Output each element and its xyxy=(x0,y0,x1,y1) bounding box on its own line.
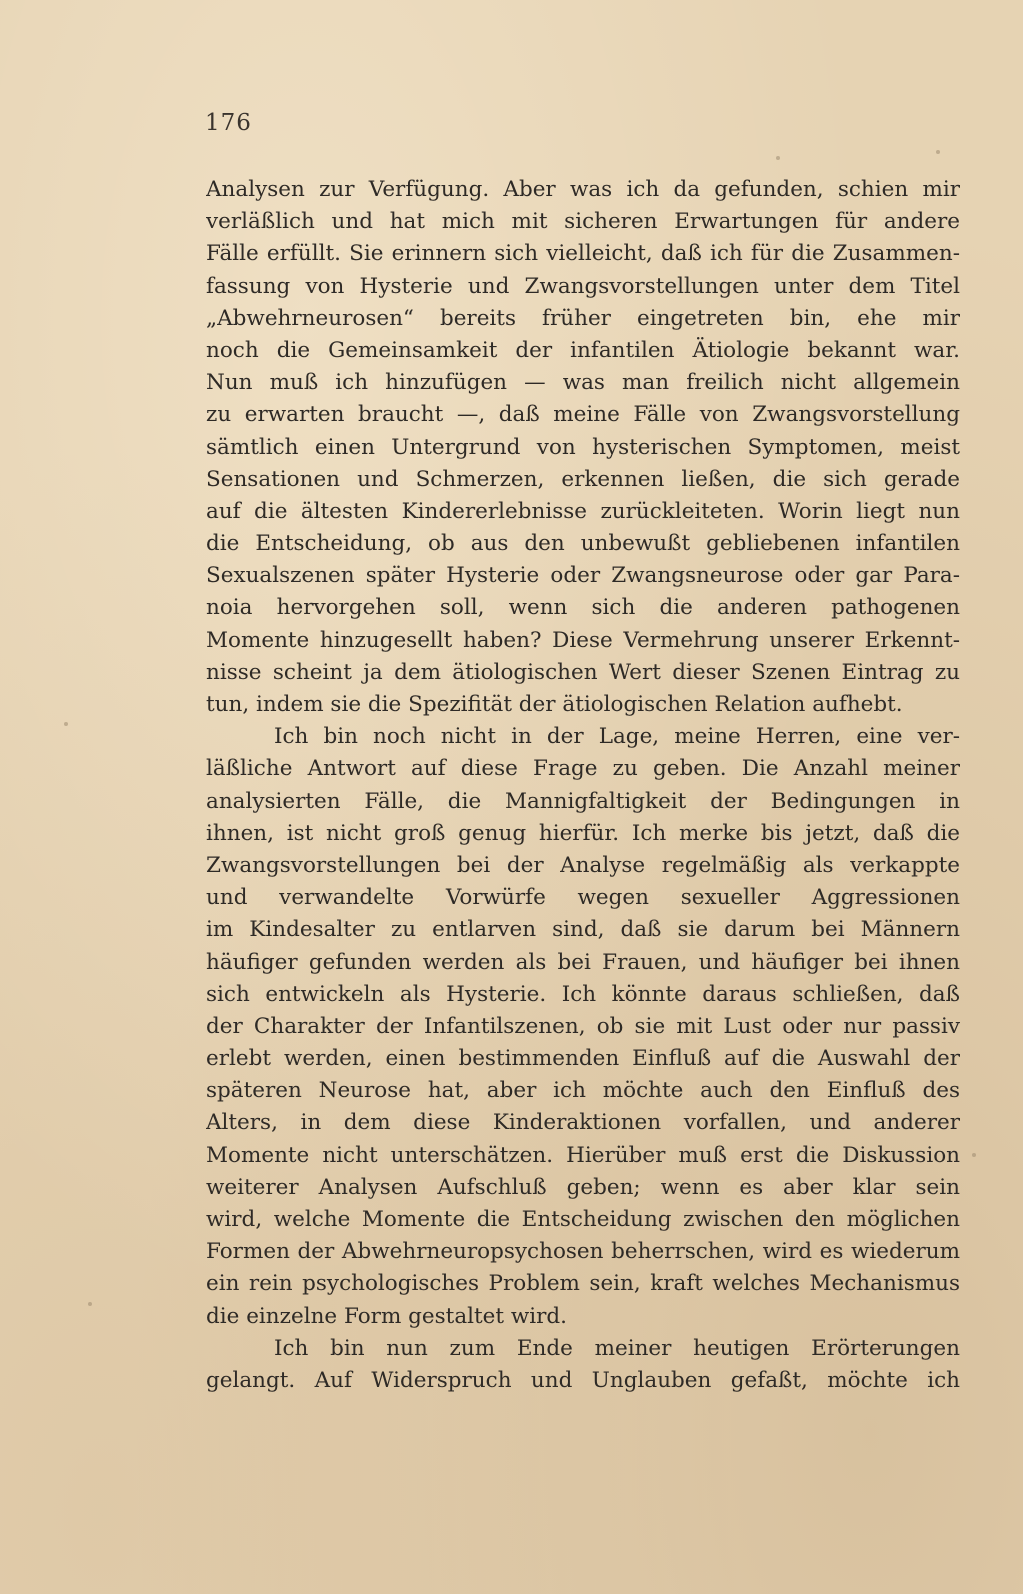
text-line: erlebt werden, einen bestimmenden Einfluß auf die Auswahl der xyxy=(206,1046,960,1072)
text-line: läßliche Antwort auf diese Frage zu geben. Die Anzahl meiner xyxy=(206,756,960,782)
paper-speck xyxy=(88,1302,92,1306)
text-line: Fälle erfüllt. Sie erinnern sich vielleicht, daß ich für die Zusammen- xyxy=(206,241,960,267)
text-line: Nun muß ich hinzufügen — was man freilich nicht allgemein xyxy=(206,370,960,396)
paper-speck xyxy=(64,722,68,726)
text-line: ihnen, ist nicht groß genug hierfür. Ich merke bis jetzt, daß die xyxy=(206,820,960,846)
text-line: nisse scheint ja dem ätiologischen Wert dieser Szenen Eintrag zu xyxy=(206,659,960,685)
text-line: sämtlich einen Untergrund von hysterischen Symptomen, meist xyxy=(206,434,960,460)
text-line: die einzelne Form gestaltet wird. xyxy=(206,1303,568,1329)
text-line: „Abwehrneurosen“ bereits früher eingetreten bin, ehe mir xyxy=(206,305,960,331)
paper-speck xyxy=(776,156,780,160)
paper-speck xyxy=(972,1153,976,1157)
text-line: zu erwarten braucht —, daß meine Fälle von Zwangsvorstellung xyxy=(206,402,960,428)
text-line: analysierten Fälle, die Mannigfaltigkeit der Bedingungen in xyxy=(206,788,960,814)
text-line: späteren Neurose hat, aber ich möchte auch den Einfluß des xyxy=(206,1078,960,1104)
text-line: die Entscheidung, ob aus den unbewußt gebliebenen infantilen xyxy=(206,531,960,557)
text-line: tun, indem sie die Spezifität der ätiologischen Relation aufhebt. xyxy=(206,692,903,717)
body-text xyxy=(206,174,960,1397)
text-line: gelangt. Auf Widerspruch und Unglauben gefaßt, möchte ich xyxy=(206,1367,960,1393)
text-line: noch die Gemeinsamkeit der infantilen Ätiologie bekannt war. xyxy=(206,337,960,363)
text-line: verläßlich und hat mich mit sicheren Erwartungen für andere xyxy=(206,209,960,235)
text-line: auf die ältesten Kindererlebnisse zurückleiteten. Worin liegt nun xyxy=(206,498,960,524)
text-line: wird, welche Momente die Entscheidung zwischen den möglichen xyxy=(206,1207,960,1232)
page-number: 176 xyxy=(205,110,252,136)
text-line: Momente hinzugesellt haben? Diese Vermehrung unserer Erkennt- xyxy=(206,627,960,653)
text-line: Ich bin nun zum Ende meiner heutigen Erörterungen xyxy=(274,1335,960,1361)
text-line: Analysen zur Verfügung. Aber was ich da gefunden, schien mir xyxy=(206,177,960,202)
text-line: fassung von Hysterie und Zwangsvorstellungen unter dem Titel xyxy=(206,273,960,299)
text-line: noia hervorgehen soll, wenn sich die anderen pathogenen xyxy=(206,595,960,621)
text-line: im Kindesalter zu entlarven sind, daß sie darum bei Männern xyxy=(206,917,960,943)
text-line: Sensationen und Schmerzen, erkennen ließen, die sich gerade xyxy=(206,466,960,492)
text-line: weiterer Analysen Aufschluß geben; wenn es aber klar sein xyxy=(206,1174,960,1200)
text-line: Alters, in dem diese Kinderaktionen vorfallen, und anderer xyxy=(206,1110,960,1136)
text-line: Formen der Abwehrneuropsychosen beherrschen, wird es wiederum xyxy=(206,1239,960,1265)
text-line: Sexualszenen später Hysterie oder Zwangsneurose oder gar Para- xyxy=(206,563,960,589)
text-line: häufiger gefunden werden als bei Frauen, und häufiger bei ihnen xyxy=(206,949,960,975)
text-line: der Charakter der Infantilszenen, ob sie mit Lust oder nur passiv xyxy=(206,1013,960,1039)
text-line: sich entwickeln als Hysterie. Ich könnte daraus schließen, daß xyxy=(206,981,960,1007)
text-line: und verwandelte Vorwürfe wegen sexueller Aggressionen xyxy=(206,885,960,911)
paper-speck xyxy=(936,150,940,154)
text-line: Zwangsvorstellungen bei der Analyse regelmäßig als verkappte xyxy=(206,852,960,878)
text-line: Ich bin noch nicht in der Lage, meine Herren, eine ver- xyxy=(274,724,960,750)
text-line: Momente nicht unterschätzen. Hierüber muß erst die Diskussion xyxy=(206,1142,960,1168)
text-line: ein rein psychologisches Problem sein, kraft welches Mechanismus xyxy=(206,1271,960,1297)
